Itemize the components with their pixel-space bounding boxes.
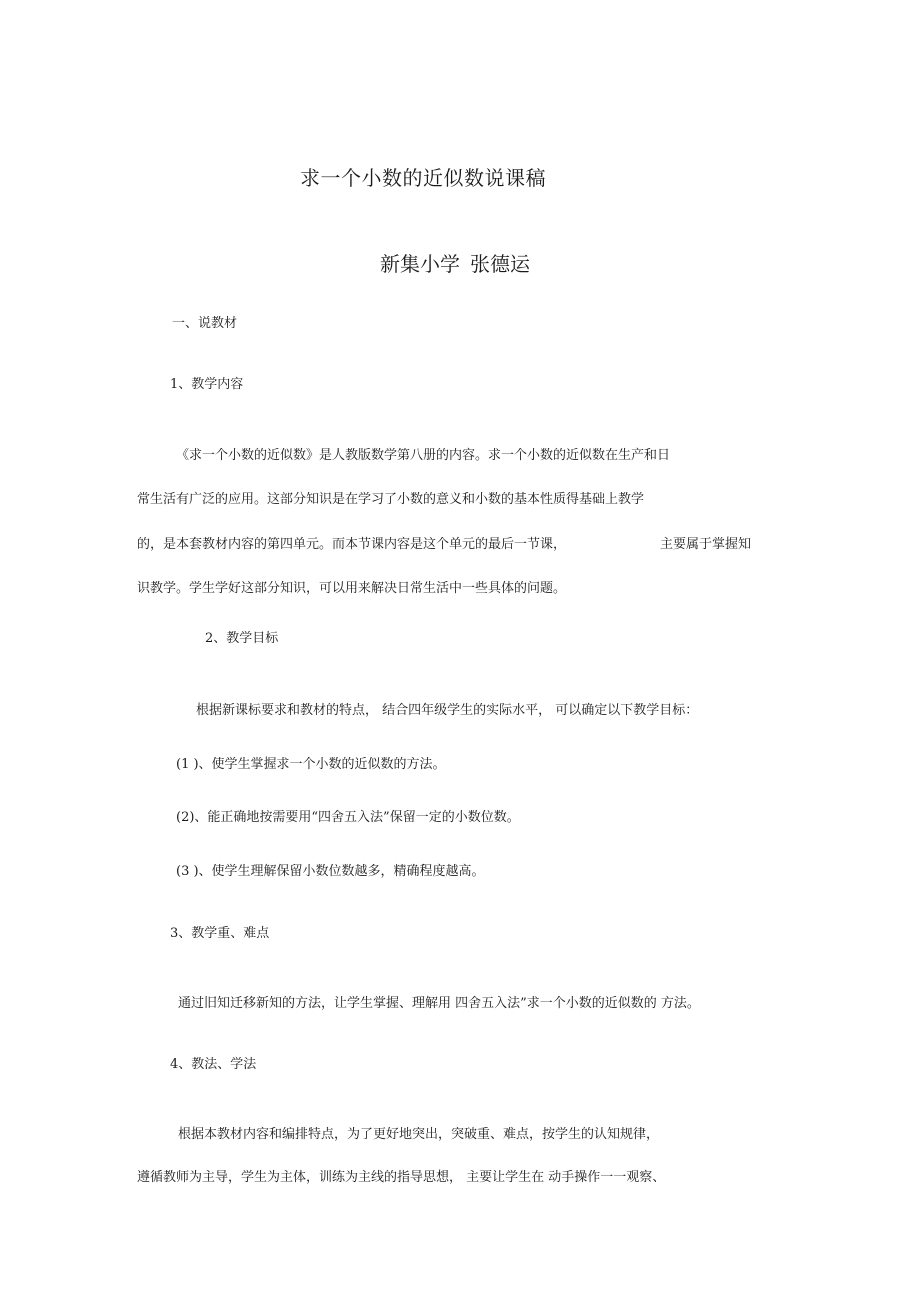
section-heading-teaching-material: 一、说教材 — [172, 316, 238, 331]
document-title: 求一个小数的近似数说课稿 — [300, 166, 546, 190]
objective-item-2: (2)、能正确地按需要用“四舍五入法”保留一定的小数位数。 — [176, 810, 520, 825]
subheading-teaching-content: 1、教学内容 — [170, 377, 244, 392]
author-line — [380, 252, 530, 276]
author-name: 张德运 — [470, 252, 530, 276]
objective-item-3: (3 )、使学生理解保留小数位数越多，精确程度越高。 — [176, 864, 485, 879]
paragraph-line: 常生活有广泛的应用。这部分知识是在学习了小数的意义和小数的基本性质得基础上教学 — [137, 492, 645, 507]
subheading-teaching-objectives: 2、教学目标 — [205, 631, 279, 646]
paragraph-line-tail: 主要属于掌握知 — [660, 537, 752, 552]
paragraph-line: 根据本教材内容和编排特点，为了更好地突出，突破重、难点，按学生的认知规律， — [178, 1127, 660, 1142]
subheading-methods: 4、教法、学法 — [170, 1057, 257, 1072]
objective-item-1: (1 )、使学生掌握求一个小数的近似数的方法。 — [176, 757, 446, 772]
paragraph-line: 识教学。学生学好这部分知识，可以用来解决日常生活中一些具体的问题。 — [137, 581, 567, 596]
key-points-paragraph: 通过旧知迁移新知的方法，让学生掌握、理解用 四舍五入法”求一个小数的近似数的 方法。 — [178, 996, 700, 1011]
author-school: 新集小学 — [380, 252, 460, 276]
objectives-intro: 根据新课标要求和教材的特点， 结合四年级学生的实际水平， 可以确定以下教学目标： — [196, 703, 699, 718]
paragraph-line: 的，是本套教材内容的第四单元。而本节课内容是这个单元的最后一节课， — [137, 537, 567, 552]
paragraph-line: 《求一个小数的近似数》是人教版数学第八册的内容。求一个小数的近似数在生产和日 — [176, 448, 671, 463]
subheading-key-difficult-points: 3、教学重、难点 — [170, 926, 270, 941]
paragraph-line: 遵循教师为主导，学生为主体，训练为主线的指导思想， 主要让学生在 动手操作一一观察、 — [137, 1170, 666, 1185]
